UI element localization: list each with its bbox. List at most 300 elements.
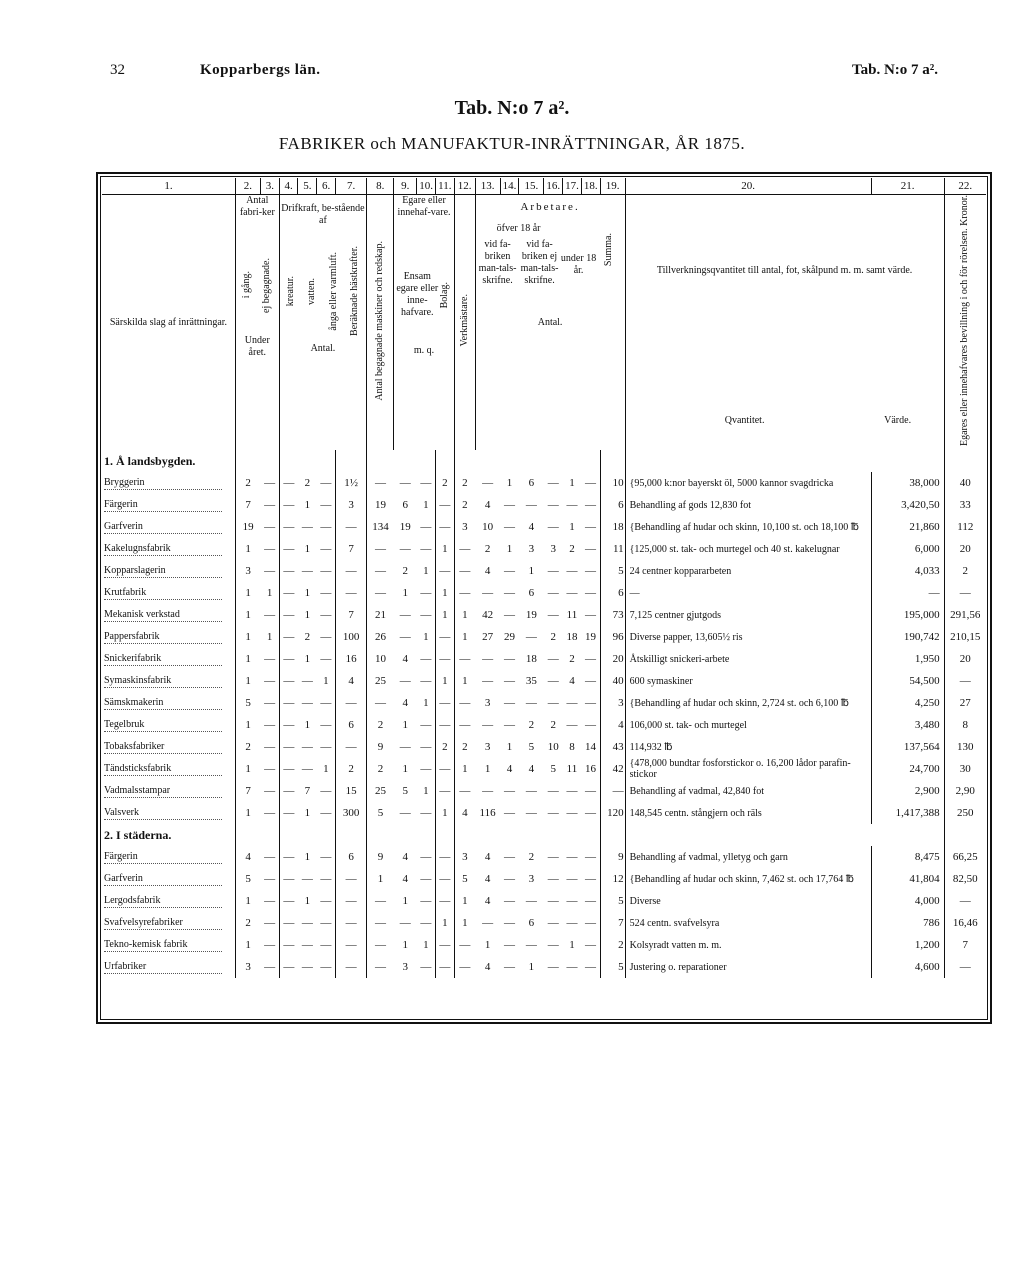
anga-label: ånga eller varmluft. — [327, 251, 339, 331]
data-cell: — — [547, 697, 559, 710]
data-cell: — — [335, 912, 366, 934]
data-cell: 2 — [235, 472, 260, 494]
empty-cell — [475, 824, 500, 846]
row-kind-label: Tegelbruk — [104, 719, 222, 732]
data-cell: 6 — [528, 587, 535, 600]
value-cell: 8,475 — [871, 846, 944, 868]
empty-cell — [563, 450, 582, 472]
table-body — [102, 450, 986, 978]
data-cell: — — [320, 741, 332, 754]
data-cell: 2 — [569, 653, 575, 666]
data-cell: — — [420, 763, 432, 776]
data-cell: — — [399, 675, 411, 688]
data-cell: 116 — [479, 807, 496, 820]
data-cell: — — [503, 807, 515, 820]
egare-m-label: m. — [413, 345, 425, 356]
data-cell: — — [335, 956, 366, 978]
data-cell: — — [264, 499, 276, 512]
data-cell: 25 — [367, 780, 394, 802]
data-cell: 9 — [600, 846, 625, 868]
data-cell: — — [320, 543, 332, 556]
empty-cell — [625, 450, 871, 472]
value-cell: 190,742 — [871, 626, 944, 648]
data-cell: — — [525, 939, 537, 952]
data-cell: 1 — [454, 758, 475, 780]
data-cell: — — [503, 499, 515, 512]
empty-cell — [298, 824, 317, 846]
empty-cell — [563, 824, 582, 846]
data-cell: — — [264, 565, 276, 578]
data-cell: — — [503, 873, 515, 886]
tax-cell: 8 — [944, 714, 986, 736]
data-cell: 4 — [484, 873, 491, 886]
data-cell: — — [584, 917, 596, 930]
data-cell: 27 — [482, 631, 494, 644]
data-cell: — — [547, 587, 559, 600]
data-cell: 3 — [550, 543, 556, 556]
table-row — [102, 516, 986, 538]
data-cell: — — [525, 785, 537, 798]
data-cell: 1 — [323, 675, 329, 688]
header-verkmastare — [454, 195, 475, 451]
row-kind — [102, 560, 235, 582]
empty-cell — [871, 450, 944, 472]
quantity-cell: 106,000 st. tak- och murtegel — [625, 714, 871, 736]
data-cell: — — [335, 736, 366, 758]
empty-cell — [298, 450, 317, 472]
data-cell: — — [482, 653, 494, 666]
arbetare-label: Arbetare. — [520, 201, 580, 213]
column-number: 22. — [944, 178, 986, 195]
empty-cell — [544, 450, 563, 472]
data-cell: 40 — [600, 670, 625, 692]
empty-cell — [500, 824, 519, 846]
empty-cell — [944, 450, 986, 472]
data-cell: — — [435, 956, 454, 978]
section-title: 2. I städerna. — [104, 828, 172, 843]
row-kind-label: Vadmalsstampar — [104, 785, 222, 798]
data-cell: 134 — [367, 516, 394, 538]
data-cell: — — [264, 851, 276, 864]
data-cell: 2 — [367, 714, 394, 736]
tax-cell: 82,50 — [944, 868, 986, 890]
data-cell: — — [503, 851, 515, 864]
data-cell: — — [301, 939, 313, 952]
data-cell: — — [547, 565, 559, 578]
table-row — [102, 582, 986, 604]
row-kind — [102, 626, 235, 648]
data-cell: — — [320, 653, 332, 666]
data-cell: — — [279, 604, 298, 626]
data-cell: — — [320, 939, 332, 952]
row-kind-label: Tekno-kemisk fabrik — [104, 939, 222, 952]
row-kind-label: Sämskmakerin — [104, 697, 222, 710]
data-cell: — — [320, 851, 332, 864]
row-kind — [102, 802, 235, 824]
data-cell: 1 — [435, 802, 454, 824]
arbetare-antal-label: Antal. — [537, 317, 563, 328]
data-cell: 1 — [435, 582, 454, 604]
i-gang-label: i gång. — [241, 271, 253, 299]
tax-cell: 210,15 — [944, 626, 986, 648]
data-cell: — — [584, 587, 596, 600]
data-cell: — — [264, 895, 276, 908]
data-cell: — — [566, 851, 578, 864]
value-cell: 137,564 — [871, 736, 944, 758]
data-cell: — — [503, 675, 515, 688]
quantity-cell: 600 symaskiner — [625, 670, 871, 692]
data-cell: 5 — [600, 560, 625, 582]
data-cell: — — [454, 780, 475, 802]
row-kind-label: Bryggerin — [104, 477, 222, 490]
data-cell: 4 — [484, 565, 491, 578]
quantity-cell: 24 centner koppararbeten — [625, 560, 871, 582]
data-cell: — — [264, 873, 276, 886]
tax-cell: 2,90 — [944, 780, 986, 802]
data-cell: 300 — [335, 802, 366, 824]
empty-cell — [435, 450, 454, 472]
value-cell: 1,200 — [871, 934, 944, 956]
data-cell: — — [503, 653, 515, 666]
data-cell: — — [399, 609, 411, 622]
data-cell: — — [264, 609, 276, 622]
data-cell: — — [584, 675, 596, 688]
data-cell: 4 — [484, 895, 491, 908]
quantity-cell: Kolsyradt vatten m. m. — [625, 934, 871, 956]
empty-cell — [394, 450, 417, 472]
column-number: 19. — [600, 178, 625, 195]
data-cell: 11 — [566, 609, 578, 622]
data-cell: 1 — [304, 851, 311, 864]
data-cell: 29 — [503, 631, 515, 644]
data-cell: 6 — [402, 499, 408, 512]
data-cell: 1 — [423, 499, 429, 512]
data-cell: 2 — [304, 631, 311, 644]
data-cell: — — [435, 758, 454, 780]
data-cell: — — [420, 917, 432, 930]
table-row — [102, 604, 986, 626]
data-cell: — — [600, 780, 625, 802]
varde-label: Värde. — [884, 415, 912, 426]
value-cell: 54,500 — [871, 670, 944, 692]
kreatur-label: kreatur. — [285, 275, 297, 307]
table-row — [102, 670, 986, 692]
data-cell: 35 — [525, 675, 537, 688]
data-cell: — — [367, 912, 394, 934]
data-cell: — — [566, 961, 578, 974]
data-cell: — — [320, 565, 332, 578]
data-cell: — — [264, 521, 276, 534]
data-cell: — — [420, 609, 432, 622]
data-cell: 1 — [484, 939, 491, 952]
data-cell: 1 — [304, 653, 311, 666]
row-kind-label: Färgerin — [104, 851, 222, 864]
data-cell: — — [279, 802, 298, 824]
berakn-label: Beräknade hästkrafter. — [348, 246, 360, 336]
header-tillverk — [625, 195, 944, 451]
tax-cell: 2 — [944, 560, 986, 582]
data-cell: 2 — [435, 736, 454, 758]
data-cell: — — [320, 697, 332, 710]
data-cell: — — [503, 565, 515, 578]
data-cell: — — [525, 895, 537, 908]
empty-cell — [367, 450, 394, 472]
value-cell: 41,804 — [871, 868, 944, 890]
data-cell: — — [420, 807, 432, 820]
data-cell: 5 — [528, 741, 535, 754]
row-kind-label: Tobaksfabriker — [104, 741, 222, 754]
data-cell: — — [584, 521, 596, 534]
antal-fabriker-label: Antal fabri-ker — [239, 195, 275, 218]
data-cell: — — [503, 609, 515, 622]
data-cell: 7 — [304, 785, 311, 798]
row-kind-label: Kopparslagerin — [104, 565, 222, 578]
data-cell: — — [399, 543, 411, 556]
header-kind: Särskilda slag af inrättningar. — [109, 316, 228, 328]
data-cell: — — [367, 956, 394, 978]
data-cell: 2 — [454, 494, 475, 516]
data-cell: — — [264, 741, 276, 754]
column-number: 17. — [563, 178, 582, 195]
data-cell: — — [435, 692, 454, 714]
data-cell: 21 — [367, 604, 394, 626]
header-bevillning — [944, 195, 986, 451]
data-cell: — — [335, 692, 366, 714]
data-cell: — — [367, 890, 394, 912]
data-cell: — — [264, 477, 276, 490]
data-cell: 2 — [402, 565, 408, 578]
empty-cell — [367, 824, 394, 846]
data-cell: — — [420, 961, 432, 974]
data-cell: — — [454, 560, 475, 582]
data-cell: — — [279, 934, 298, 956]
data-cell: — — [320, 719, 332, 732]
value-cell: 1,950 — [871, 648, 944, 670]
data-cell: 2 — [235, 736, 260, 758]
data-cell: 3 — [235, 956, 260, 978]
data-cell: 19 — [399, 521, 411, 534]
maskiner-label: Antal begagnade maskiner och redskap. — [374, 240, 386, 401]
value-cell: 4,250 — [871, 692, 944, 714]
quantity-cell: {Behandling af hudar och skinn, 2,724 st. och 6,100 ℔ — [625, 692, 871, 714]
table-row — [102, 538, 986, 560]
data-cell: 100 — [335, 626, 366, 648]
data-cell: — — [547, 939, 559, 952]
table-row — [102, 560, 986, 582]
under18-label: under 18 år. — [560, 253, 597, 276]
row-kind — [102, 472, 235, 494]
data-cell: 1 — [423, 697, 429, 710]
tax-cell: 40 — [944, 472, 986, 494]
empty-cell — [235, 450, 260, 472]
header-drifkraft — [279, 195, 367, 451]
empty-cell — [454, 824, 475, 846]
data-cell: — — [279, 692, 298, 714]
data-cell: — — [547, 917, 559, 930]
value-cell: 21,860 — [871, 516, 944, 538]
column-number: 21. — [871, 178, 944, 195]
data-cell: — — [320, 785, 332, 798]
quantity-cell: Justering o. reparationer — [625, 956, 871, 978]
data-cell: — — [279, 868, 298, 890]
tax-cell: 130 — [944, 736, 986, 758]
data-cell: — — [566, 499, 578, 512]
row-kind — [102, 846, 235, 868]
header-egare — [394, 195, 454, 451]
data-cell: 20 — [600, 648, 625, 670]
quantity-cell: 148,545 centn. stångjern och räls — [625, 802, 871, 824]
data-cell: — — [301, 521, 313, 534]
data-cell: — — [454, 538, 475, 560]
data-cell: 1 — [484, 763, 491, 776]
data-cell: 1 — [569, 521, 575, 534]
data-cell: 1 — [235, 582, 260, 604]
data-cell: — — [335, 516, 366, 538]
data-cell: 7 — [600, 912, 625, 934]
row-kind — [102, 604, 235, 626]
empty-cell — [260, 824, 279, 846]
data-cell: 3 — [454, 516, 475, 538]
table-row — [102, 758, 986, 780]
data-cell: 10 — [547, 741, 559, 754]
data-cell: — — [435, 934, 454, 956]
tax-cell: 112 — [944, 516, 986, 538]
data-cell: 4 — [506, 763, 513, 776]
data-cell: — — [566, 697, 578, 710]
page-number: 32 — [110, 62, 125, 78]
data-cell: — — [547, 895, 559, 908]
data-cell: 1 — [235, 538, 260, 560]
data-cell: — — [503, 719, 515, 732]
row-kind — [102, 868, 235, 890]
value-cell: 6,000 — [871, 538, 944, 560]
data-cell: — — [279, 846, 298, 868]
data-cell: — — [584, 895, 596, 908]
data-cell: 3 — [528, 873, 535, 886]
table-ref: Tab. N:o 7 a². — [852, 62, 939, 78]
data-cell: — — [584, 609, 596, 622]
data-cell: 2 — [550, 631, 556, 644]
data-cell: — — [367, 692, 394, 714]
row-kind — [102, 538, 235, 560]
value-cell: 24,700 — [871, 758, 944, 780]
table-title: Tab. N:o 7 a². — [454, 97, 570, 119]
data-cell: — — [279, 516, 298, 538]
data-cell: — — [454, 714, 475, 736]
tax-cell: 27 — [944, 692, 986, 714]
row-kind — [102, 692, 235, 714]
value-cell: 3,420,50 — [871, 494, 944, 516]
data-cell: — — [566, 719, 578, 732]
empty-cell — [394, 824, 417, 846]
row-kind-label: Garfverin — [104, 873, 222, 886]
data-cell: — — [335, 934, 366, 956]
empty-cell — [235, 824, 260, 846]
data-cell: — — [547, 477, 559, 490]
antal-label: Antal. — [310, 343, 336, 354]
data-cell: — — [279, 626, 298, 648]
data-cell: 6 — [600, 582, 625, 604]
data-cell: 12 — [600, 868, 625, 890]
data-cell: 1 — [435, 538, 454, 560]
row-kind-label: Svafvelsyrefabriker — [104, 917, 222, 930]
data-cell: — — [279, 890, 298, 912]
ej-vid-label: vid fa-briken ej man-tals-skrifne. — [520, 239, 559, 286]
row-kind — [102, 758, 235, 780]
data-cell: — — [547, 521, 559, 534]
data-cell: — — [482, 719, 494, 732]
data-cell: 1 — [235, 890, 260, 912]
data-cell: — — [320, 477, 332, 490]
data-cell: 6 — [528, 917, 535, 930]
data-cell: — — [584, 961, 596, 974]
row-kind-label: Färgerin — [104, 499, 222, 512]
empty-cell — [260, 450, 279, 472]
data-cell: — — [435, 780, 454, 802]
data-cell: 1 — [235, 670, 260, 692]
data-cell: — — [435, 890, 454, 912]
column-number: 10. — [417, 178, 436, 195]
data-cell: — — [264, 807, 276, 820]
data-cell: 1 — [402, 939, 408, 952]
data-cell: — — [264, 675, 276, 688]
empty-cell — [279, 450, 298, 472]
column-number: 20. — [625, 178, 871, 195]
column-number: 9. — [394, 178, 417, 195]
data-cell: — — [435, 868, 454, 890]
data-cell: — — [320, 917, 332, 930]
data-cell: — — [301, 741, 313, 754]
data-cell: 2 — [235, 912, 260, 934]
data-cell: — — [264, 961, 276, 974]
data-cell: — — [320, 631, 332, 644]
data-cell: — — [279, 912, 298, 934]
data-cell: 1 — [423, 939, 429, 952]
header-arbetare — [475, 195, 625, 451]
table-row — [102, 868, 986, 890]
quantity-cell: {Behandling af hudar och skinn, 7,462 st. och 17,764 ℔ — [625, 868, 871, 890]
data-cell: — — [420, 895, 432, 908]
quantity-cell: Behandling af gods 12,830 fot — [625, 494, 871, 516]
bevillning-label: Egares eller innehafvares bevillning i och för rörelsen. Kronor. — [959, 195, 971, 447]
row-kind-label: Krutfabrik — [104, 587, 222, 600]
data-cell: — — [279, 714, 298, 736]
data-cell: 1 — [435, 912, 454, 934]
table-row — [102, 780, 986, 802]
data-cell: 1 — [235, 714, 260, 736]
row-kind — [102, 494, 235, 516]
data-cell: — — [503, 939, 515, 952]
empty-cell — [544, 824, 563, 846]
value-cell: 38,000 — [871, 472, 944, 494]
data-cell: 1 — [304, 807, 311, 820]
data-cell: 10 — [482, 521, 494, 534]
data-cell: — — [320, 873, 332, 886]
empty-cell — [519, 824, 544, 846]
empty-cell — [944, 824, 986, 846]
document-title: FABRIKER och MANUFAKTUR-INRÄTTNINGAR, ÅR 1875. — [278, 134, 746, 153]
row-kind — [102, 912, 235, 934]
row-kind — [102, 956, 235, 978]
data-cell: — — [547, 675, 559, 688]
data-cell: 4 — [528, 763, 535, 776]
column-number: 15. — [519, 178, 544, 195]
data-cell: 2 — [600, 934, 625, 956]
quantity-cell: Behandling af vadmal, ylletyg och garn — [625, 846, 871, 868]
data-cell: — — [301, 917, 313, 930]
data-cell: — — [320, 895, 332, 908]
data-cell: 1 — [235, 758, 260, 780]
